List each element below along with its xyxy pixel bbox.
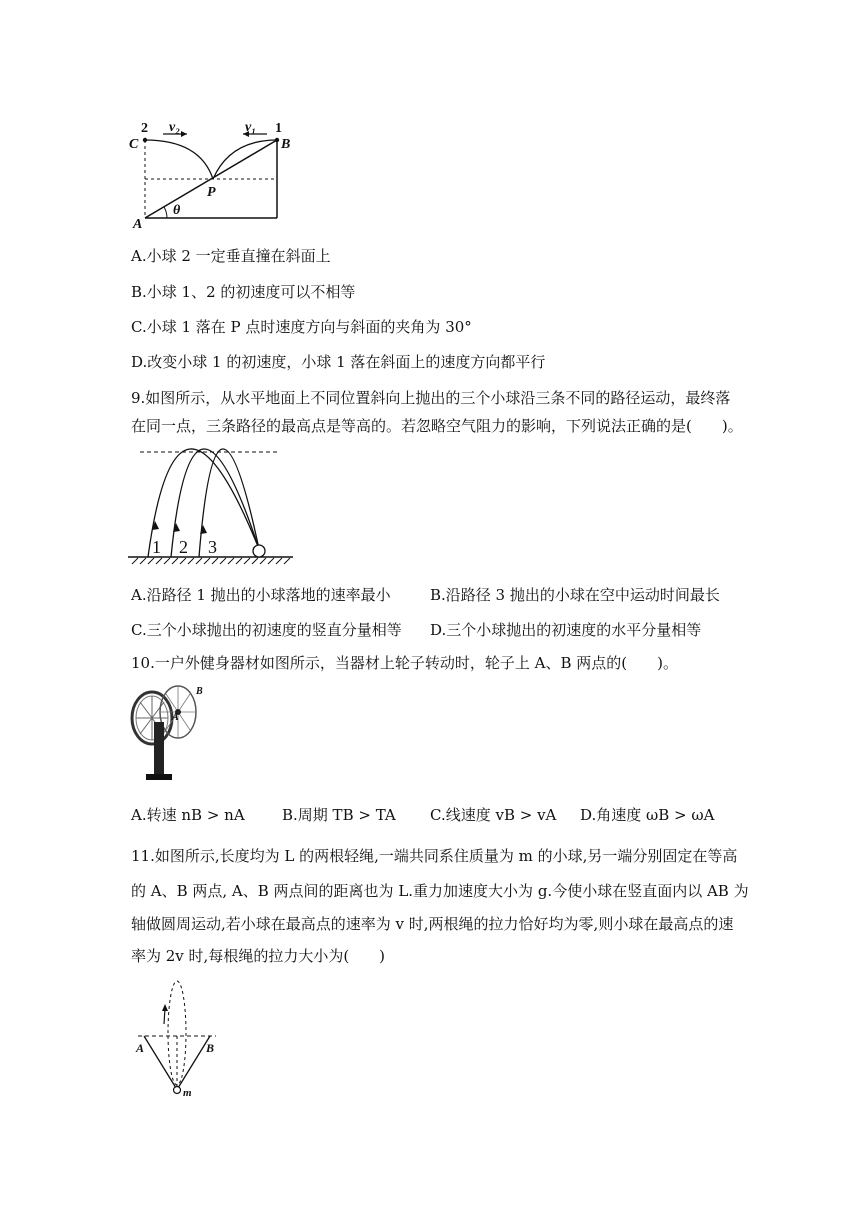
q9-stem-line2: 在同一点，三条路径的最高点是等高的。若忽略空气阻力的影响，下列说法正确的是( )。: [131, 417, 743, 435]
figure-q9-trajectories: [128, 445, 293, 575]
fig9-label-1: 1: [152, 537, 161, 557]
figure-q10-fitness-wheel: [128, 682, 208, 787]
figure-q11-ropes-ball: [130, 978, 225, 1098]
fig8-label-theta: θ: [173, 203, 181, 218]
fig8-label-b: B: [281, 137, 291, 152]
q9-option-a: A.沿路径 1 抛出的小球落地的速率最小: [131, 586, 391, 604]
q10-option-a: A.转速 nB > nA: [131, 806, 245, 824]
q9-option-d: D.三个小球抛出的初速度的水平分量相等: [430, 621, 702, 639]
fig8-label-1: 1: [275, 121, 282, 136]
fig8-label-p: P: [207, 185, 216, 200]
fig8-label-v1: v₁: [245, 120, 257, 135]
fig10-label-a: A: [172, 712, 179, 723]
q9-option-c: C.三个小球抛出的初速度的竖直分量相等: [131, 621, 402, 639]
q11-stem-line2: 的 A、B 两点, A、B 两点间的距离也为 L.重力加速度大小为 g.今使小球在竖直面内以 AB 为: [131, 882, 749, 900]
fig8-label-c: C: [129, 137, 139, 152]
q10-stem: 10.一户外健身器材如图所示，当器材上轮子转动时，轮子上 A、B 两点的( )。: [131, 654, 678, 672]
fig9-label-2: 2: [179, 537, 188, 557]
q8-option-b: B.小球 1、2 的初速度可以不相等: [131, 283, 356, 301]
fig11-label-m: m: [183, 1087, 192, 1098]
fig11-label-a: A: [136, 1041, 145, 1055]
fig8-label-2: 2: [141, 121, 148, 136]
q10-option-b: B.周期 TB > TA: [282, 806, 396, 824]
fig11-label-b: B: [206, 1041, 215, 1055]
q9-stem-line1: 9.如图所示，从水平地面上不同位置斜向上抛出的三个小球沿三条不同的路径运动，最终落: [131, 389, 731, 407]
q11-stem-line1: 11.如图所示,长度均为 L 的两根轻绳,一端共同系住质量为 m 的小球,另一端分别固定在等高: [131, 847, 738, 865]
q11-stem-line3: 轴做圆周运动,若小球在最高点的速率为 v 时,两根绳的拉力恰好均为零,则小球在最高点的速: [131, 915, 734, 933]
q10-option-c: C.线速度 vB > vA: [430, 806, 557, 824]
figure-q8-incline: [125, 115, 295, 235]
fig8-label-v2: v₂: [169, 120, 181, 135]
q9-option-b: B.沿路径 3 抛出的小球在空中运动时间最长: [430, 586, 720, 604]
fig8-label-a: A: [133, 217, 143, 232]
q8-option-c: C.小球 1 落在 P 点时速度方向与斜面的夹角为 30°: [131, 318, 472, 336]
q8-option-d: D.改变小球 1 的初速度，小球 1 落在斜面上的速度方向都平行: [131, 353, 546, 371]
fig10-label-b: B: [196, 686, 203, 697]
q10-option-d: D.角速度 ωB > ωA: [580, 806, 715, 824]
q8-option-a: A.小球 2 一定垂直撞在斜面上: [131, 247, 331, 265]
fig9-label-3: 3: [208, 537, 217, 557]
q11-stem-line4: 率为 2v 时,每根绳的拉力大小为( ): [131, 947, 386, 965]
